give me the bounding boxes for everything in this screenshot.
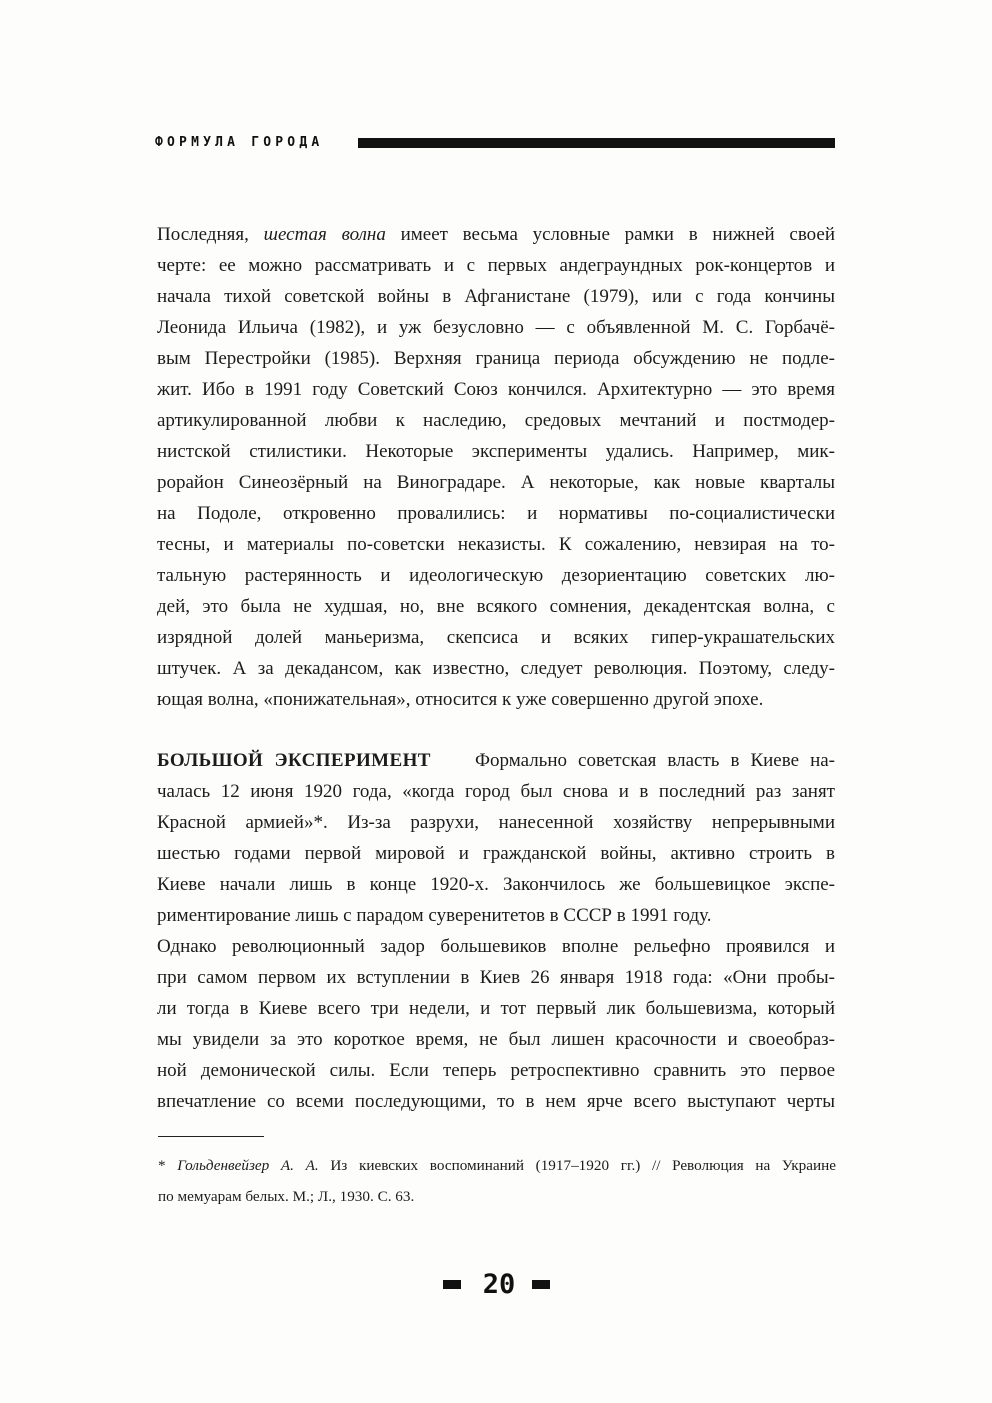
- section-run-in-heading: БОЛЬШОЙ ЭКСПЕРИМЕНТ: [157, 750, 431, 771]
- text-line: при самом первом их вступлении в Киев 26 января 1918 года: «Они пробы-: [157, 967, 835, 988]
- text-line: ной демонической силы. Если теперь ретроспективно сравнить это первое: [157, 1060, 835, 1081]
- running-head-bar: [358, 138, 835, 148]
- text-line: дей, это была не худшая, но, вне всякого сомнения, декадентская волна, с: [157, 596, 835, 617]
- text-line: Красной армией»*. Из-за разрухи, нанесенной хозяйству непрерывными: [157, 812, 835, 833]
- text-line: нистской стилистики. Некоторые эксперименты удались. Например, мик-: [157, 441, 835, 462]
- footnote-author: Гольденвейзер А. А.: [177, 1157, 319, 1174]
- page-number-block: [0, 1268, 992, 1302]
- text-line: Последняя, шестая волна имеет весьма условные рамки в нижней своей: [157, 224, 835, 245]
- text-line: чалась 12 июня 1920 года, «когда город был снова и в последний раз занят: [157, 781, 835, 802]
- footnote: [158, 1150, 836, 1212]
- text-line: артикулированной любви к наследию, средовых мечтаний и постмодер-: [157, 410, 835, 431]
- text-line: жит. Ибо в 1991 году Советский Союз кончился. Архитектурно — это время: [157, 379, 835, 400]
- running-head: [155, 134, 835, 152]
- text-line: рорайон Синеозёрный на Виноградаре. А некоторые, как новые кварталы: [157, 472, 835, 493]
- text-line: вым Перестройки (1985). Верхняя граница периода обсуждению не подле-: [157, 348, 835, 369]
- text-line: впечатление со всеми последующими, то в нем ярче всего выступают черты: [157, 1091, 835, 1112]
- paragraph-big-experiment: [157, 745, 835, 931]
- text-line: на Подоле, откровенно провалились: и нормативы по-социалистически: [157, 503, 835, 524]
- text-line: ли тогда в Киеве всего три недели, и тот первый лик большевизма, который: [157, 998, 835, 1019]
- text-line: Леонида Ильича (1982), и уж безусловно — с объявленной М. С. Горбачё-: [157, 317, 835, 338]
- emphasis-sixth-wave: шестая волна: [263, 224, 386, 245]
- text-line: мы увидели за это короткое время, не был лишен красочности и своеобраз-: [157, 1029, 835, 1050]
- footnote-line: * Гольденвейзер А. А. Из киевских воспоминаний (1917–1920 гг.) // Революция на Украине: [158, 1157, 836, 1174]
- running-head-title: ФОРМУЛА ГОРОДА: [155, 135, 324, 150]
- text-line: тальную растерянность и идеологическую дезориентацию советских лю-: [157, 565, 835, 586]
- text-line: изрядной долей маньеризма, скепсиса и всяких гипер-украшательских: [157, 627, 835, 648]
- footnote-marker: *: [158, 1157, 178, 1174]
- text-line: штучек. А за декадансом, как известно, следует революция. Поэтому, следу-: [157, 658, 835, 679]
- paragraph-revolutionary-zeal: [157, 931, 835, 1117]
- text-line: риментирование лишь с парадом суверенитетов в СССР в 1991 году.: [157, 905, 712, 926]
- text-line: ющая волна, «понижательная», относится к уже совершенно другой эпохе.: [157, 689, 764, 710]
- footnote-line: по мемуарам белых. М.; Л., 1930. С. 63.: [158, 1188, 415, 1205]
- page-number: 20: [482, 1269, 516, 1300]
- footnote-rule: [158, 1136, 264, 1137]
- text-line: БОЛЬШОЙ ЭКСПЕРИМЕНТ Формально советская власть в Киеве на-: [157, 750, 835, 771]
- text-line: тесны, и материалы по-советски неказисты. К сожалению, невзирая на то-: [157, 534, 835, 555]
- folio-right-dash: [532, 1280, 550, 1289]
- text-line: начала тихой советской войны в Афганистане (1979), или с года кончины: [157, 286, 835, 307]
- text-line: Однако революционный задор большевиков вполне рельефно проявился и: [157, 936, 835, 957]
- text-line: шестью годами первой мировой и гражданской войны, активно строить в: [157, 843, 835, 864]
- folio-left-dash: [443, 1280, 461, 1289]
- text-line: черте: ее можно рассматривать и с первых андеграундных рок-концертов и: [157, 255, 835, 276]
- text-line: Киеве начали лишь в конце 1920-х. Закончилось же большевицкое экспе-: [157, 874, 835, 895]
- paragraph-sixth-wave: [157, 219, 835, 715]
